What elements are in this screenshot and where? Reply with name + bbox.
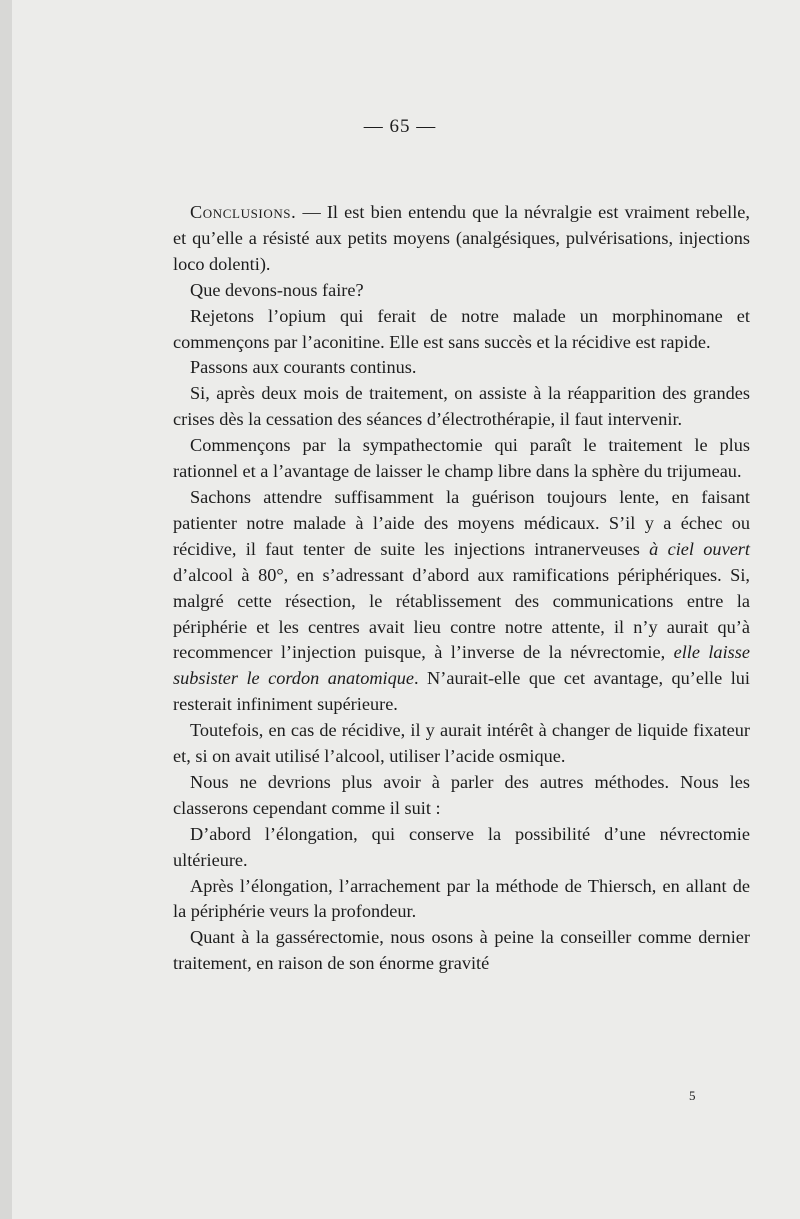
paragraph-text: d’alcool à 80°, en s’adressant d’abord aux ramifications périphériques. Si, malgré cette résection, le rétablissement des communications entre la périphérie et les centres avait lieu contre notre attente, il n’y aurait qu’à recommencer l’injection puisque, à l’inverse de la névrectomie, bbox=[173, 564, 750, 663]
italic-phrase: à ciel ouvert bbox=[649, 538, 750, 559]
body-text bbox=[173, 200, 750, 977]
paragraph-sachons bbox=[173, 485, 750, 718]
paragraph-elongation: D’abord l’élongation, qui conserve la possibilité d’une névrectomie ultérieure. bbox=[173, 823, 750, 870]
paragraph-text: Sachons attendre suffisamment la guérison toujours lente, en faisant patienter notre malade à l’aide des moyens médicaux. S’il y a échec ou récidive, il faut tenter de suite les injections intranerveuses bbox=[173, 486, 750, 559]
paragraph-sympathectomie: Commençons par la sympathectomie qui paraît le traitement le plus rationnel et a l’avantage de laisser le champ libre dans la sphère du trijumeau. bbox=[173, 435, 750, 482]
paragraph-text: . N’aurait-elle que cet avantage, qu’elle lui resterait infiniment supérieure. bbox=[173, 668, 750, 715]
paragraph-conclusions bbox=[173, 200, 750, 278]
printer-signature-mark: 5 bbox=[689, 1088, 696, 1103]
page-number: — 65 — bbox=[363, 116, 437, 137]
paragraph-methodes: Nous ne devrions plus avoir à parler des autres méthodes. Nous les classerons cependant comme il suit : bbox=[173, 771, 750, 818]
paragraph-gasserectomie: Quant à la gassérectomie, nous osons à peine la conseiller comme dernier traitement, en raison de son énorme gravité bbox=[173, 927, 750, 974]
paragraph-intervenir: Si, après deux mois de traitement, on assiste à la réapparition des grandes crises dès la cessation des séances d’électrothérapie, il faut intervenir. bbox=[173, 383, 750, 430]
page-edge-shadow bbox=[0, 0, 12, 1219]
paragraph-text: — Il est bien entendu que la névralgie est vraiment rebelle, et qu’elle a résisté aux petits moyens (analgésiques, pulvérisations, injections loco dolenti). bbox=[173, 202, 750, 274]
paragraph-opium: Rejetons l’opium qui ferait de notre malade un morphinomane et commençons par l’aconitine. Elle est sans succès et la récidive est rapide. bbox=[173, 305, 750, 352]
paragraph-toutefois: Toutefois, en cas de récidive, il y aurait intérêt à changer de liquide fixateur et, si on avait utilisé l’alcool, utiliser l’acide osmique. bbox=[173, 720, 750, 767]
paragraph-courants: Passons aux courants continus. bbox=[190, 357, 417, 378]
italic-phrase: elle laisse subsister le cordon anatomique bbox=[173, 642, 750, 689]
paragraph-thiersch: Après l’élongation, l’arrachement par la méthode de Thiersch, en allant de la périphérie veurs la profondeur. bbox=[173, 875, 750, 922]
paragraph-question: Que devons-nous faire? bbox=[190, 279, 364, 300]
section-lead: Conclusions. bbox=[190, 202, 297, 222]
